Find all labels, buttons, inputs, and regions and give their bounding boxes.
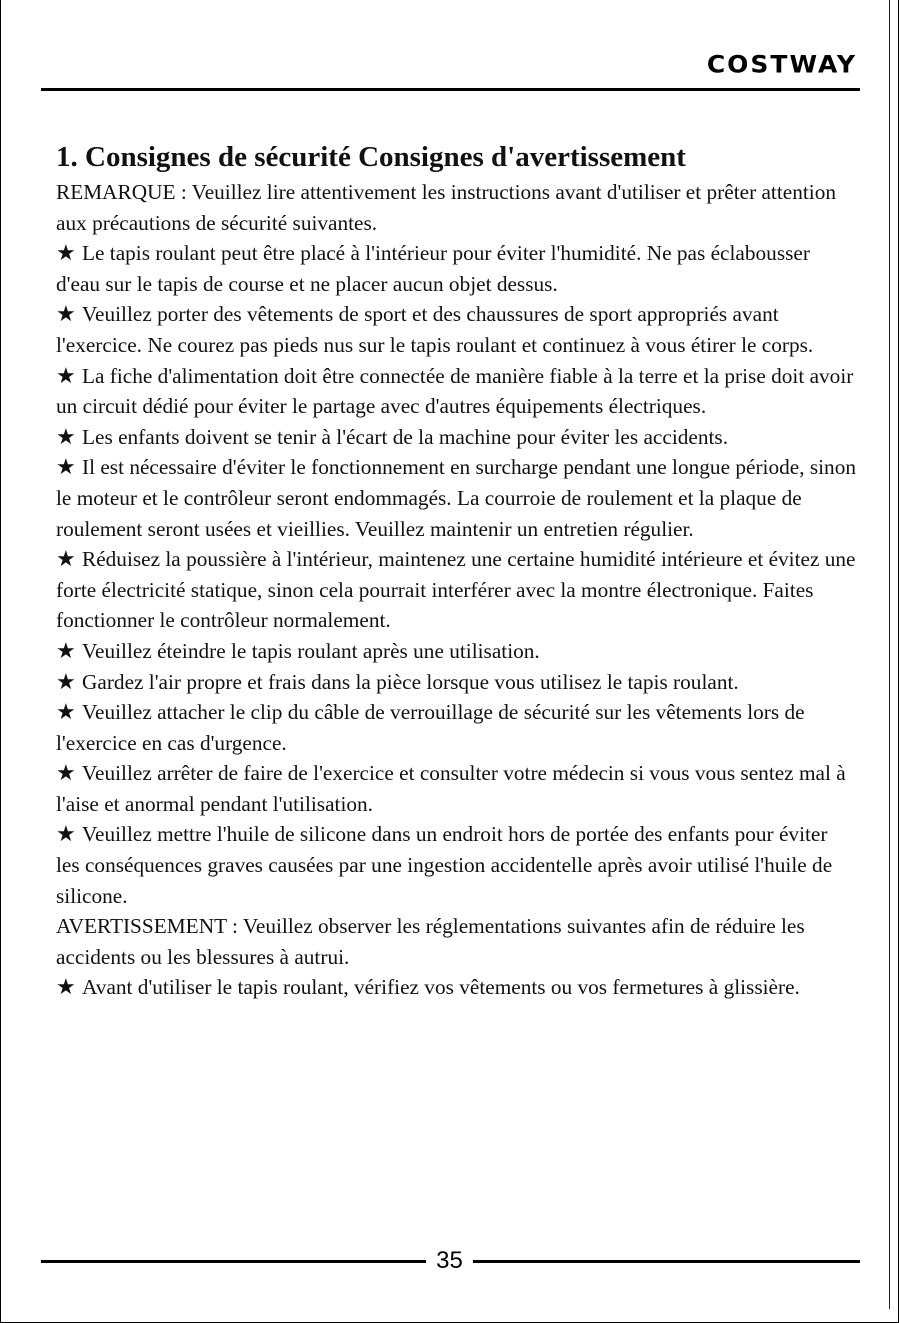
star-bullet-icon: ★ — [56, 362, 76, 388]
paragraph-text: Veuillez attacher le clip du câble de verrouillage de sécurité sur les vêtements lors de l'exercice en cas d'urgence. — [56, 700, 805, 755]
paragraph-text: Veuillez mettre l'huile de silicone dans un endroit hors de portée des enfants pour éviter les conséquences graves causées par une ingestion accidentelle après avoir utilisé l'huile de silicone. — [56, 822, 833, 908]
paragraph-text: Il est nécessaire d'éviter le fonctionnement en surcharge pendant une longue période, sinon le moteur et le contrôleur seront endommagés. La courroie de roulement et la plaque de roulement seront usées et vieillies. Veuillez maintenir un entretien régulier. — [56, 455, 856, 541]
safety-section — [56, 139, 856, 1003]
safety-instruction — [56, 544, 856, 636]
paragraph-text: REMARQUE : Veuillez lire attentivement les instructions avant d'utiliser et prêter attention aux précautions de sécurité suivantes. — [56, 180, 836, 235]
star-bullet-icon: ★ — [56, 637, 76, 663]
footer-rule-left — [41, 1260, 426, 1263]
paragraph-text: AVERTISSEMENT : Veuillez observer les réglementations suivantes afin de réduire les accidents ou les blessures à autrui. — [56, 914, 805, 969]
footer-rule-right — [473, 1260, 860, 1263]
star-bullet-icon: ★ — [56, 974, 76, 1000]
header-rule — [41, 88, 860, 91]
safety-instruction — [56, 636, 856, 667]
star-bullet-icon: ★ — [56, 546, 76, 572]
safety-instruction — [56, 452, 856, 544]
safety-instruction — [56, 758, 856, 819]
paragraph-text: La fiche d'alimentation doit être connectée de manière fiable à la terre et la prise doit avoir un circuit dédié pour éviter le partage avec d'autres équipements électriques. — [56, 363, 854, 419]
notice-paragraph — [56, 177, 856, 238]
safety-instruction — [56, 299, 856, 360]
safety-instruction — [56, 422, 856, 453]
brand-logo: COSTWAY — [706, 50, 857, 79]
paragraph-text: Veuillez éteindre le tapis roulant après une utilisation. — [82, 638, 540, 663]
paragraph-text: Gardez l'air propre et frais dans la pièce lorsque vous utilisez le tapis roulant. — [82, 669, 739, 694]
instruction-list — [56, 177, 856, 1003]
safety-instruction — [56, 972, 856, 1003]
star-bullet-icon: ★ — [56, 668, 76, 694]
safety-instruction — [56, 697, 856, 758]
star-bullet-icon: ★ — [56, 423, 76, 449]
paragraph-text: Avant d'utiliser le tapis roulant, vérifiez vos vêtements ou vos fermetures à glissière. — [82, 975, 800, 1000]
safety-instruction — [56, 361, 856, 422]
star-bullet-icon: ★ — [56, 760, 76, 786]
paragraph-text: Réduisez la poussière à l'intérieur, maintenez une certaine humidité intérieure et évitez une forte électricité statique, sinon cela pourrait interférer avec la montre électronique. Faites fonctionner le contrôleur normalement. — [56, 547, 856, 633]
paragraph-text: Le tapis roulant peut être placé à l'intérieur pour éviter l'humidité. Ne pas éclabousser d'eau sur le tapis de course et ne placer aucun objet dessus. — [56, 241, 810, 296]
section-title: 1. Consignes de sécurité Consignes d'avertissement — [56, 141, 686, 173]
safety-instruction — [56, 819, 856, 911]
notice-paragraph — [56, 911, 856, 972]
star-bullet-icon: ★ — [56, 454, 76, 480]
page-number: 35 — [436, 1247, 463, 1274]
star-bullet-icon: ★ — [56, 821, 76, 847]
star-bullet-icon: ★ — [56, 240, 76, 266]
paragraph-text: Veuillez arrêter de faire de l'exercice et consulter votre médecin si vous vous sentez mal à l'aise et anormal pendant l'utilisation. — [56, 761, 846, 816]
safety-instruction — [56, 667, 856, 698]
paragraph-text: Les enfants doivent se tenir à l'écart de la machine pour éviter les accidents. — [82, 424, 729, 449]
page-edge-line — [889, 0, 890, 1309]
paragraph-text: Veuillez porter des vêtements de sport et des chaussures de sport appropriés avant l'exercice. Ne courez pas pieds nus sur le tapis roulant et continuez à vous étirer le corps. — [56, 302, 814, 357]
star-bullet-icon: ★ — [56, 699, 76, 725]
safety-instruction — [56, 238, 856, 299]
star-bullet-icon: ★ — [56, 301, 76, 327]
